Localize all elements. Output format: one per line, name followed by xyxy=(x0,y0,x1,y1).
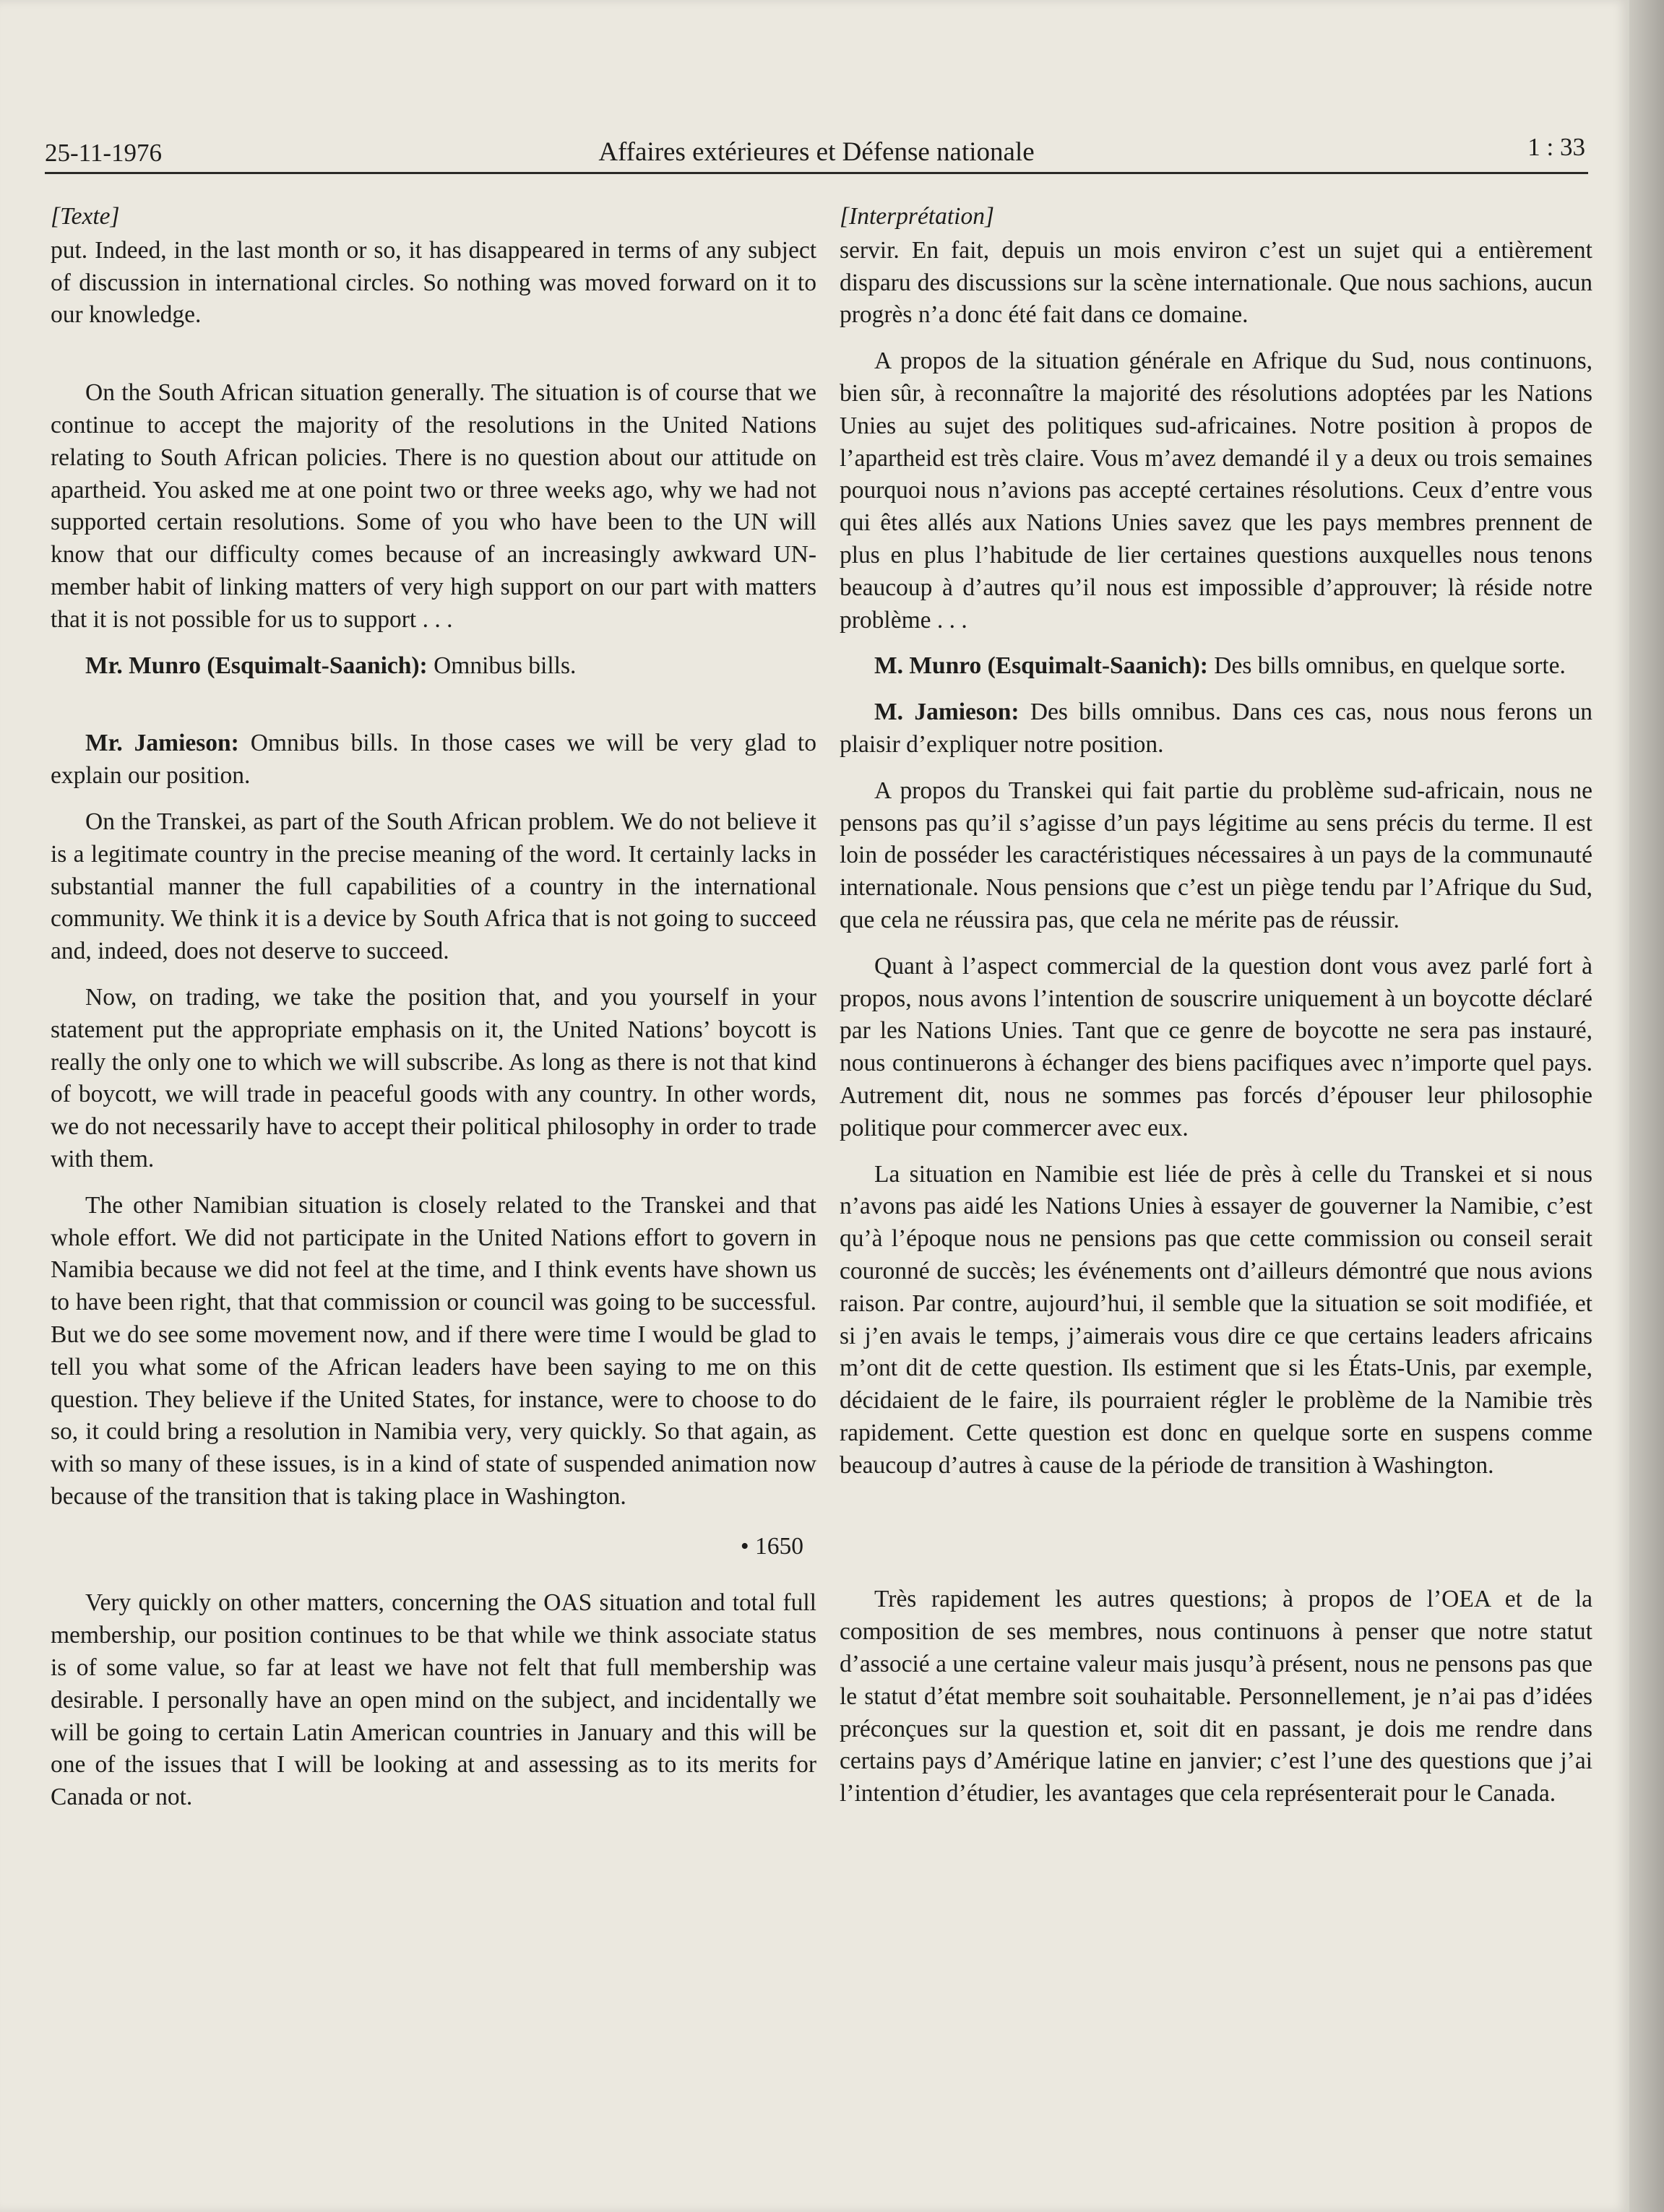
english-paragraph-6: Now, on trading, we take the position that, and you yourself in your statement put the appropriate emphasis on it, the United Nations’ boycott is really the only one to which we will subscribe. As long as there is not that kind of boycott, we will trade in peaceful goods with any country. In other words, we do not necessarily have to accept their political philosophy in order to trade with them. xyxy=(51,983,816,1172)
speech-text: Des bills omnibus. Dans ces cas, nous nous ferons un plaisir d’expliquer notre position. xyxy=(840,699,1592,758)
english-paragraph-5: On the Transkei, as part of the South African problem. We do not believe it is a legitimate country in the precise meaning of the word. It certainly lacks in substantial manner the full capabilities of a country in the international community. We think it is a device by South Africa that is not going to succeed and, indeed, does not deserve to succeed. xyxy=(51,808,816,965)
spacer xyxy=(840,1495,1592,1552)
french-paragraph-6: Quant à l’aspect commercial de la question dont vous avez parlé fort à propos, nous avons l’intention de souscrire uniquement à un boycotte déclaré par les Nations Unies. Tant que ce genre de boycotte ne sera pas instauré, nous continuerons à échanger des biens pacifiques avec n’importe quel pays. Autrement dit, nous ne sommes pas forcés d’épouser leur philosophie politique pour commercer avec eux. xyxy=(840,952,1592,1141)
speech-text: Omnibus bills. xyxy=(427,652,577,679)
french-column xyxy=(840,201,1592,1824)
speech-text: Omnibus bills. In those cases we will be very glad to explain our position. xyxy=(51,730,816,790)
french-paragraph-5: A propos du Transkei qui fait partie du problème sud-africain, nous ne pensons pas qu’il s’agisse d’un pays légitime au sens précis du terme. Il est loin de posséder les caractéristiques nécessaires à un pays de la communauté internationale. Nous pensions que c’est un piège tendu par l’Afrique du Sud, que cela ne réussira pas, que cela ne mérite pas de réussir. xyxy=(840,777,1592,933)
english-paragraph-1: put. Indeed, in the last month or so, it has disappeared in terms of any subject of discussion in international circles. So nothing was moved forward on it to our knowledge. xyxy=(51,236,816,329)
french-paragraph-1: servir. En fait, depuis un mois environ c’est un sujet qui a entièrement disparu des discussions sur la scène internationale. Que nous sachions, aucun progrès n’a donc été fait dans ce domaine. xyxy=(840,236,1592,329)
english-paragraph-2: On the South African situation generally. The situation is of course that we continue to accept the majority of the resolutions in the United Nations relating to South African policies. There is no question about our attitude on apartheid. You asked me at one point two or three weeks ago, why we had not supported certain resolutions. Some of you who have been to the UN will know that our difficulty comes because of an increasingly awkward UN-member habit of linking matters of very high support on our part with matters that it is not possible for us to support . . . xyxy=(51,379,816,633)
english-section-label: [Texte] xyxy=(51,203,120,230)
spacer xyxy=(51,345,816,377)
french-paragraph-2: A propos de la situation générale en Afrique du Sud, nous continuons, bien sûr, à reconnaître la majorité des résolutions adoptées par les Nations Unies au sujet des politiques sud-africaines. Notre position à propos de l’apartheid est très claire. Vous m’avez demandé il y a deux ou trois semaines pourquoi nous n’avions pas accepté certaines résolutions. Ceux d’entre vous qui êtes allés aux Nations Unies savez que les pays membres prennent de plus en plus l’habitude de lier certaines questions auxquelles nous tenons beaucoup à d’autres qu’il nous est impossible d’approuver; là réside notre problème . . . xyxy=(840,347,1592,634)
header-title: Affaires extérieures et Défense nationale xyxy=(598,137,1035,167)
french-section-label: [Interprétation] xyxy=(840,203,995,230)
speaker-name: Mr. Munro (Esquimalt-Saanich): xyxy=(85,652,428,679)
speech-text: Des bills omnibus, en quelque sorte. xyxy=(1207,652,1566,680)
french-paragraph-7: La situation en Namibie est liée de près à celle du Transkei et si nous n’avons pas aidé les Nations Unies à essayer de gouverner la Namibie, c’est qu’à l’époque nous ne pensions pas que cette commission ou conseil serait couronné de succès; les événements ont d’ailleurs démontré que nous avions raison. Par contre, aujourd’hui, il semble que la situation se soit modifiée, et si j’en avais le temps, j’aimerais vous dire ce que certains leaders africains m’ont dit de cette question. Ils estiment que si les États-Unis, par exemple, décidaient de le faire, ils pourraient régler le problème de la Namibie très rapidement. Cette question est donc en quelque sorte en suspens comme beaucoup d’autres à cause de la période de transition à Washington. xyxy=(840,1160,1592,1479)
english-paragraph-8: Very quickly on other matters, concerning the OAS situation and total full membership, our position continues to be that while we think associate status is of some value, so far at least we have not felt that full membership was desirable. I personally have an open mind on the subject, and incidentally we will be going to certain Latin American countries in January and this will be one of the issues that I will be looking at and assessing as to its merits for Canada or not. xyxy=(51,1589,816,1811)
scan-edge xyxy=(1629,0,1664,2212)
french-paragraph-3 xyxy=(840,650,1592,683)
english-paragraph-7: The other Namibian situation is closely related to the Transkei and that whole effort. We did not participate in the United Nations effort to govern in Namibia because we did not feel at the time, and I think events have shown us to have been right, that that commission or council was going to be successful. But we do see some movement now, and if there were time I would be glad to tell you what some of the African leaders have been saying to me on this question. They believe if the United States, for instance, were to choose to do so, it could bring a resolution in Namibia very, very quickly. So that again, as with so many of these issues, is in a kind of state of suspended animation now because of the transition that is taking place in Washington. xyxy=(51,1191,816,1510)
english-paragraph-4 xyxy=(51,727,816,792)
english-paragraph-3 xyxy=(51,650,816,683)
spacer xyxy=(51,696,816,727)
running-header xyxy=(45,121,1588,174)
speaker-name: M. Jamieson: xyxy=(874,699,1019,726)
speaker-name: Mr. Jamieson: xyxy=(85,730,239,757)
french-paragraph-4 xyxy=(840,696,1592,761)
header-date: 25-11-1976 xyxy=(45,139,163,167)
time-marker: • 1650 xyxy=(740,1532,803,1560)
french-paragraph-8: Très rapidement les autres questions; à propos de l’OEA et de la composition de ses membres, nous continuons à penser que notre statut d’associé a une certaine valeur mais jusqu’à présent, nous ne pensons pas que le statut d’état membre soit souhaitable. Personnellement, je n’ai pas d’idées préconçues sur la question et, soit dit en passant, je dois me rendre dans certains pays d’Amérique latine en janvier; c’est l’une des questions que j’ai l’intention d’étudier, les avantages que cela représenterait pour le Canada. xyxy=(840,1586,1592,1807)
spacer xyxy=(840,1552,1592,1584)
header-page-number: 1 : 33 xyxy=(1527,133,1585,161)
speaker-name: M. Munro (Esquimalt-Saanich): xyxy=(874,652,1208,680)
english-column xyxy=(51,201,816,1828)
